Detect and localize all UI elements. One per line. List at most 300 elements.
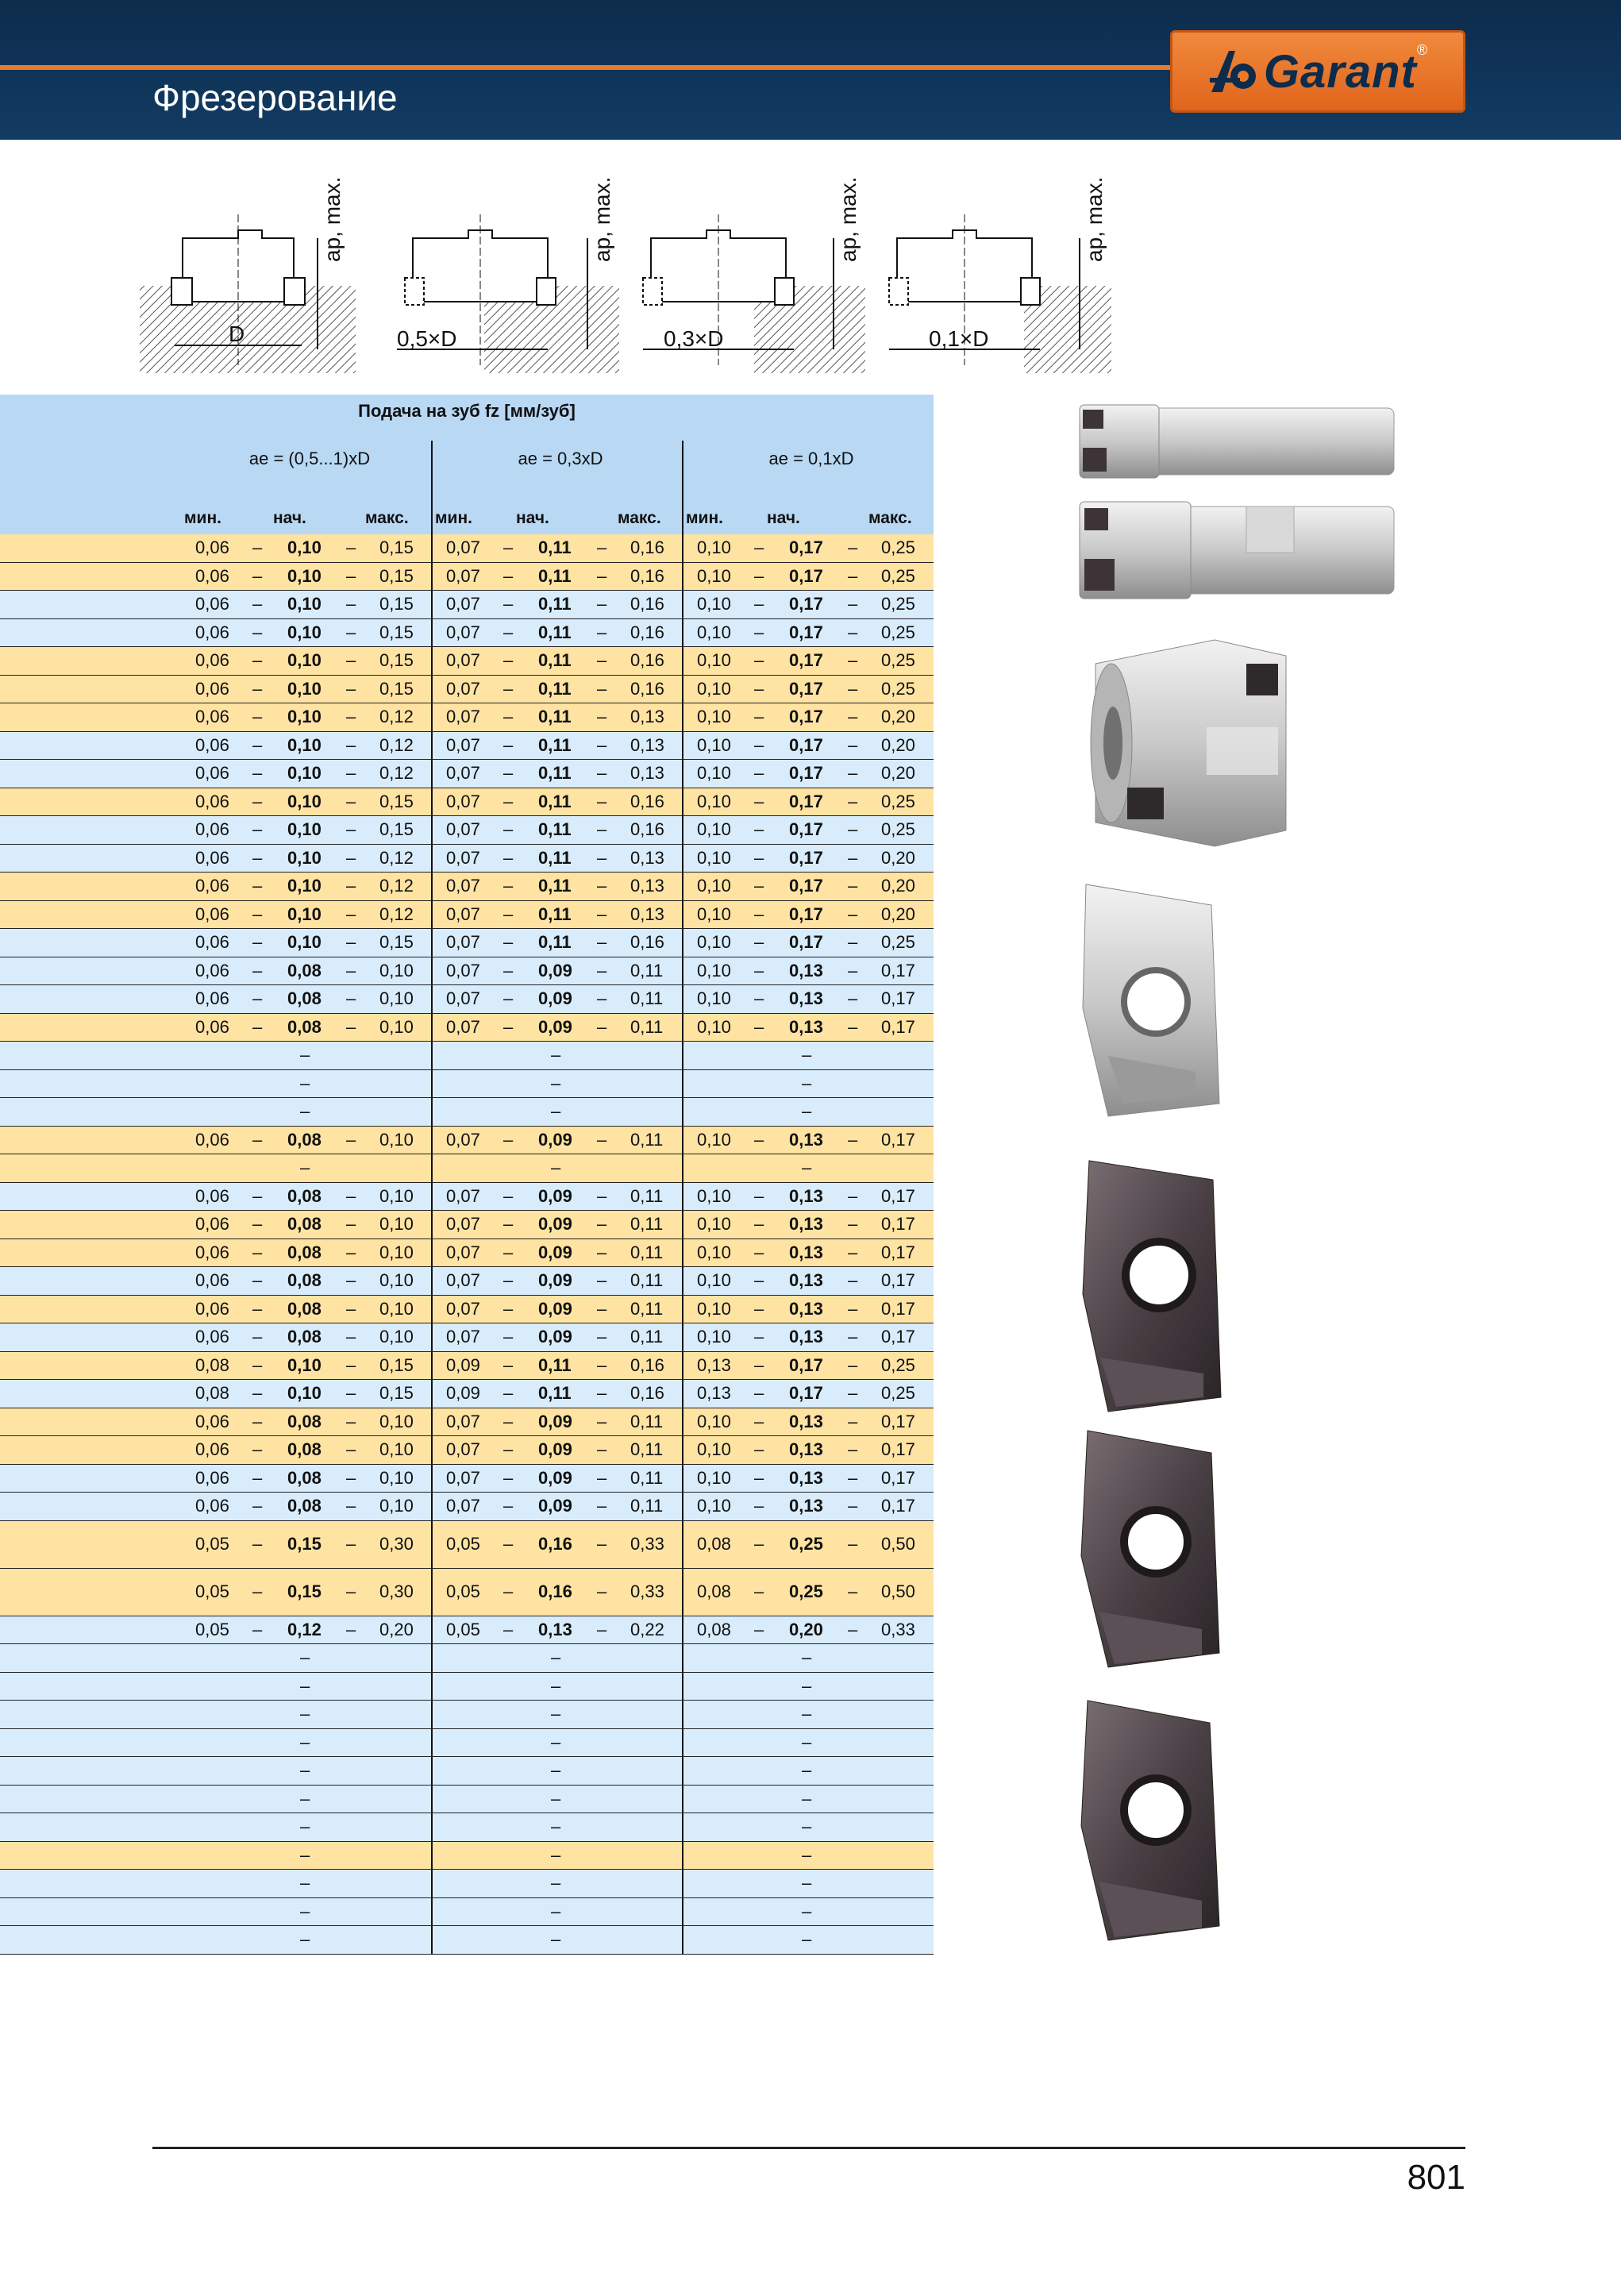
cell-min: 0,05 (446, 1619, 480, 1639)
column-divider (431, 1267, 433, 1295)
sub-header-max: макс. (365, 509, 409, 527)
cell-max: 0,17 (881, 1185, 915, 1206)
column-divider (431, 591, 433, 618)
column-divider (682, 1267, 683, 1295)
cell-start: 0,13 (789, 960, 823, 980)
table-row (0, 1070, 934, 1099)
cell-min: 0,06 (195, 1439, 229, 1460)
column-divider (682, 1673, 683, 1701)
cell-max: 0,20 (881, 763, 915, 784)
cell-max: 0,33 (630, 1581, 664, 1601)
range-dash: – (503, 847, 514, 868)
empty-dash: – (300, 1675, 310, 1696)
logo-text: Garant (1263, 45, 1417, 98)
table-row (0, 1267, 934, 1296)
cell-start: 0,10 (287, 932, 322, 953)
column-divider (431, 1701, 433, 1728)
range-dash: – (754, 819, 764, 840)
insert-dark-image-2 (1076, 1429, 1227, 1669)
cell-max: 0,16 (630, 622, 664, 642)
empty-dash: – (551, 1732, 561, 1752)
column-divider (682, 1729, 683, 1757)
cell-max: 0,25 (881, 819, 915, 840)
sub-header-start: нач. (767, 509, 800, 527)
cell-max: 0,17 (881, 1214, 915, 1235)
cell-min: 0,10 (697, 707, 731, 727)
range-dash: – (346, 1383, 356, 1404)
sub-header-min: мин. (435, 509, 472, 527)
column-divider (431, 534, 433, 562)
cell-max: 0,25 (881, 565, 915, 586)
cell-max: 0,15 (379, 932, 414, 953)
cell-min: 0,07 (446, 537, 480, 558)
column-divider (431, 1014, 433, 1042)
column-divider (431, 1408, 433, 1436)
range-dash: – (252, 1185, 263, 1206)
empty-dash: – (802, 1101, 812, 1122)
cell-max: 0,12 (379, 707, 414, 727)
range-dash: – (754, 1354, 764, 1375)
cell-start: 0,08 (287, 1129, 322, 1150)
range-dash: – (346, 594, 356, 614)
cell-start: 0,08 (287, 1327, 322, 1347)
table-row (0, 901, 934, 930)
cell-start: 0,08 (287, 988, 322, 1009)
cell-max: 0,10 (379, 1214, 414, 1235)
cell-start: 0,13 (789, 1016, 823, 1037)
range-dash: – (848, 1354, 858, 1375)
range-dash: – (597, 819, 607, 840)
cell-min: 0,07 (446, 1185, 480, 1206)
cell-start: 0,11 (538, 819, 572, 840)
cell-max: 0,11 (630, 1270, 664, 1291)
cell-max: 0,17 (881, 1411, 915, 1431)
empty-dash: – (551, 1073, 561, 1093)
column-divider (431, 760, 433, 788)
cell-max: 0,16 (630, 594, 664, 614)
insert-dark-image-3 (1076, 1699, 1227, 1942)
range-dash: – (503, 1467, 514, 1488)
range-dash: – (346, 1270, 356, 1291)
empty-dash: – (551, 1647, 561, 1668)
column-divider (682, 1296, 683, 1323)
cell-start: 0,11 (538, 594, 572, 614)
cell-max: 0,16 (630, 791, 664, 811)
column-divider (431, 873, 433, 900)
range-dash: – (252, 734, 263, 755)
range-dash: – (597, 1298, 607, 1319)
empty-dash: – (551, 1101, 561, 1122)
cell-max: 0,25 (881, 537, 915, 558)
empty-dash: – (300, 1732, 310, 1752)
cell-max: 0,10 (379, 1411, 414, 1431)
range-dash: – (252, 1129, 263, 1150)
empty-dash: – (300, 1844, 310, 1865)
column-divider (682, 647, 683, 675)
sub-header-max: макс. (868, 509, 912, 527)
range-dash: – (848, 847, 858, 868)
cell-start: 0,10 (287, 565, 322, 586)
table-row (0, 1380, 934, 1408)
column-divider (431, 1842, 433, 1870)
range-dash: – (754, 1242, 764, 1262)
cell-start: 0,12 (287, 1619, 322, 1639)
range-dash: – (252, 678, 263, 699)
cell-start: 0,17 (789, 903, 823, 924)
range-dash: – (848, 1581, 858, 1601)
column-divider (682, 788, 683, 816)
range-dash: – (597, 1327, 607, 1347)
cell-min: 0,07 (446, 1439, 480, 1460)
cell-min: 0,13 (697, 1383, 731, 1404)
cell-min: 0,06 (195, 791, 229, 811)
column-divider (682, 957, 683, 985)
column-divider (682, 703, 683, 731)
column-divider (682, 1070, 683, 1098)
cell-min: 0,07 (446, 734, 480, 755)
cell-max: 0,16 (630, 819, 664, 840)
page-title: Фрезерование (152, 77, 398, 118)
table-row (0, 845, 934, 873)
table-row (0, 1701, 934, 1729)
cell-start: 0,13 (789, 1242, 823, 1262)
cell-min: 0,08 (195, 1354, 229, 1375)
cell-min: 0,06 (195, 650, 229, 671)
column-divider (682, 1014, 683, 1042)
cell-min: 0,06 (195, 903, 229, 924)
page-number: 801 (1407, 2158, 1465, 2197)
cell-start: 0,17 (789, 734, 823, 755)
range-dash: – (346, 847, 356, 868)
column-divider (431, 1521, 433, 1568)
shank-end-mill-small-image (1064, 403, 1397, 483)
column-divider (431, 1296, 433, 1323)
column-divider (431, 1436, 433, 1464)
range-dash: – (503, 707, 514, 727)
cell-max: 0,15 (379, 622, 414, 642)
range-dash: – (503, 1439, 514, 1460)
cell-min: 0,07 (446, 1496, 480, 1516)
cell-min: 0,06 (195, 1185, 229, 1206)
cell-start: 0,11 (538, 763, 572, 784)
cell-start: 0,11 (538, 734, 572, 755)
cell-min: 0,05 (195, 1533, 229, 1554)
range-dash: – (252, 1467, 263, 1488)
range-dash: – (754, 678, 764, 699)
range-dash: – (848, 903, 858, 924)
table-row (0, 1098, 934, 1127)
cell-min: 0,06 (195, 622, 229, 642)
range-dash: – (754, 650, 764, 671)
insert-silver-image (1076, 881, 1227, 1119)
range-dash: – (754, 1496, 764, 1516)
range-dash: – (346, 678, 356, 699)
cell-start: 0,17 (789, 847, 823, 868)
empty-dash: – (551, 1901, 561, 1921)
cell-max: 0,25 (881, 1383, 915, 1404)
cell-min: 0,10 (697, 960, 731, 980)
cell-start: 0,08 (287, 1214, 322, 1235)
column-divider (431, 1211, 433, 1239)
range-dash: – (346, 876, 356, 896)
column-divider (431, 1070, 433, 1098)
column-divider (682, 563, 683, 591)
sub-header-min: мин. (686, 509, 723, 527)
cell-min: 0,10 (697, 988, 731, 1009)
table-row (0, 1729, 934, 1758)
cell-start: 0,09 (538, 988, 572, 1009)
table-row (0, 1673, 934, 1701)
empty-dash: – (300, 1929, 310, 1950)
range-dash: – (848, 1533, 858, 1554)
range-dash: – (503, 734, 514, 755)
cell-max: 0,20 (881, 734, 915, 755)
empty-dash: – (300, 1788, 310, 1809)
cell-start: 0,09 (538, 1467, 572, 1488)
sub-header-start: нач. (516, 509, 549, 527)
cell-max: 0,10 (379, 1016, 414, 1037)
cell-max: 0,20 (881, 876, 915, 896)
logo-registered-mark: ® (1416, 42, 1428, 58)
cell-min: 0,08 (697, 1533, 731, 1554)
cell-start: 0,13 (789, 1185, 823, 1206)
insert-dark-image-1 (1076, 1159, 1227, 1413)
column-divider (682, 1842, 683, 1870)
table-row (0, 619, 934, 648)
cell-max: 0,17 (881, 1129, 915, 1150)
cell-start: 0,11 (538, 903, 572, 924)
range-dash: – (503, 791, 514, 811)
table-row (0, 1569, 934, 1616)
column-divider (682, 845, 683, 873)
cell-max: 0,13 (630, 763, 664, 784)
column-divider (682, 1154, 683, 1182)
group-header-3: ae = 0,1xD (768, 449, 854, 468)
empty-dash: – (300, 1045, 310, 1065)
range-dash: – (252, 819, 263, 840)
cell-start: 0,15 (287, 1581, 322, 1601)
range-dash: – (503, 1214, 514, 1235)
cell-start: 0,10 (287, 622, 322, 642)
column-divider (431, 985, 433, 1013)
table-row (0, 1211, 934, 1239)
range-dash: – (346, 819, 356, 840)
cell-max: 0,12 (379, 847, 414, 868)
cell-min: 0,07 (446, 791, 480, 811)
range-dash: – (503, 1383, 514, 1404)
range-dash: – (848, 1327, 858, 1347)
cell-max: 0,11 (630, 1496, 664, 1516)
cell-min: 0,07 (446, 1467, 480, 1488)
range-dash: – (252, 1242, 263, 1262)
cell-start: 0,20 (789, 1619, 823, 1639)
table-row (0, 1239, 934, 1268)
range-dash: – (346, 650, 356, 671)
cell-min: 0,06 (195, 1129, 229, 1150)
range-dash: – (848, 1016, 858, 1037)
cell-start: 0,08 (287, 1185, 322, 1206)
range-dash: – (503, 763, 514, 784)
range-dash: – (252, 1439, 263, 1460)
range-dash: – (597, 650, 607, 671)
cell-max: 0,16 (630, 537, 664, 558)
cell-min: 0,06 (195, 932, 229, 953)
column-divider (431, 676, 433, 703)
cell-max: 0,15 (379, 537, 414, 558)
header-divider (682, 441, 683, 534)
cell-max: 0,11 (630, 1129, 664, 1150)
range-dash: – (252, 903, 263, 924)
cell-start: 0,13 (789, 988, 823, 1009)
column-divider (682, 1352, 683, 1380)
column-divider (682, 1569, 683, 1616)
cell-start: 0,09 (538, 1439, 572, 1460)
cell-start: 0,11 (538, 622, 572, 642)
cell-start: 0,17 (789, 819, 823, 840)
cell-start: 0,13 (789, 1214, 823, 1235)
range-dash: – (503, 650, 514, 671)
range-dash: – (346, 903, 356, 924)
cell-min: 0,10 (697, 932, 731, 953)
column-divider (431, 647, 433, 675)
cell-min: 0,06 (195, 988, 229, 1009)
cell-start: 0,15 (287, 1533, 322, 1554)
cell-start: 0,08 (287, 1467, 322, 1488)
range-dash: – (754, 734, 764, 755)
range-dash: – (252, 1411, 263, 1431)
column-divider (431, 1493, 433, 1520)
range-dash: – (754, 903, 764, 924)
range-dash: – (754, 707, 764, 727)
cell-min: 0,07 (446, 565, 480, 586)
cell-min: 0,10 (697, 1496, 731, 1516)
cell-max: 0,13 (630, 903, 664, 924)
cell-min: 0,06 (195, 565, 229, 586)
sub-header-min: мин. (184, 509, 221, 527)
empty-dash: – (802, 1844, 812, 1865)
column-divider (431, 1154, 433, 1182)
cell-max: 0,17 (881, 1439, 915, 1460)
cell-start: 0,11 (538, 1383, 572, 1404)
table-row (0, 647, 934, 676)
range-dash: – (503, 1242, 514, 1262)
cell-start: 0,10 (287, 707, 322, 727)
cell-start: 0,17 (789, 876, 823, 896)
cell-start: 0,11 (538, 932, 572, 953)
cell-min: 0,10 (697, 819, 731, 840)
range-dash: – (346, 1496, 356, 1516)
range-dash: – (346, 791, 356, 811)
diagram-4-ap-label: ap, max. (1082, 176, 1107, 262)
range-dash: – (346, 622, 356, 642)
range-dash: – (848, 988, 858, 1009)
empty-dash: – (551, 1704, 561, 1724)
table-row (0, 1898, 934, 1927)
diagram-4-width-label: 0,1×D (929, 326, 989, 351)
shank-end-mill-large-image (1064, 499, 1397, 602)
range-dash: – (754, 988, 764, 1009)
group-header-2: ae = 0,3xD (518, 449, 603, 468)
range-dash: – (597, 903, 607, 924)
range-dash: – (503, 903, 514, 924)
cell-start: 0,25 (789, 1533, 823, 1554)
empty-dash: – (551, 1873, 561, 1893)
cell-max: 0,20 (881, 707, 915, 727)
cell-min: 0,10 (697, 1185, 731, 1206)
cell-max: 0,16 (630, 650, 664, 671)
cell-max: 0,10 (379, 1185, 414, 1206)
range-dash: – (848, 1411, 858, 1431)
range-dash: – (597, 1411, 607, 1431)
cell-min: 0,07 (446, 707, 480, 727)
cell-start: 0,10 (287, 791, 322, 811)
cell-max: 0,11 (630, 1298, 664, 1319)
cell-max: 0,10 (379, 988, 414, 1009)
empty-dash: – (300, 1816, 310, 1837)
cell-min: 0,10 (697, 622, 731, 642)
range-dash: – (848, 932, 858, 953)
column-divider (682, 816, 683, 844)
cell-max: 0,11 (630, 1467, 664, 1488)
cell-min: 0,07 (446, 876, 480, 896)
cell-min: 0,10 (697, 565, 731, 586)
column-divider (431, 1813, 433, 1841)
table-row (0, 591, 934, 619)
range-dash: – (252, 1016, 263, 1037)
range-dash: – (252, 707, 263, 727)
empty-dash: – (551, 1158, 561, 1178)
range-dash: – (848, 876, 858, 896)
empty-dash: – (551, 1788, 561, 1809)
cell-min: 0,07 (446, 1129, 480, 1150)
range-dash: – (848, 678, 858, 699)
cell-max: 0,15 (379, 678, 414, 699)
table-row (0, 1465, 934, 1493)
table-row (0, 1127, 934, 1155)
range-dash: – (252, 1327, 263, 1347)
range-dash: – (252, 594, 263, 614)
range-dash: – (754, 594, 764, 614)
range-dash: – (503, 1129, 514, 1150)
range-dash: – (346, 1467, 356, 1488)
cell-min: 0,07 (446, 903, 480, 924)
range-dash: – (754, 622, 764, 642)
range-dash: – (848, 1242, 858, 1262)
cell-start: 0,09 (538, 1185, 572, 1206)
range-dash: – (597, 1581, 607, 1601)
table-row (0, 1644, 934, 1673)
column-divider (682, 1042, 683, 1069)
cell-min: 0,06 (195, 1214, 229, 1235)
range-dash: – (848, 734, 858, 755)
range-dash: – (597, 1533, 607, 1554)
cell-start: 0,11 (538, 678, 572, 699)
cell-max: 0,13 (630, 734, 664, 755)
cell-min: 0,13 (697, 1354, 731, 1375)
range-dash: – (346, 1354, 356, 1375)
cell-start: 0,09 (538, 1242, 572, 1262)
cell-max: 0,12 (379, 763, 414, 784)
cell-max: 0,10 (379, 960, 414, 980)
column-divider (431, 845, 433, 873)
table-header (0, 395, 934, 534)
table-row (0, 1813, 934, 1842)
table-row (0, 1154, 934, 1183)
column-divider (431, 1042, 433, 1069)
cell-max: 0,15 (379, 1354, 414, 1375)
range-dash: – (754, 791, 764, 811)
range-dash: – (503, 537, 514, 558)
